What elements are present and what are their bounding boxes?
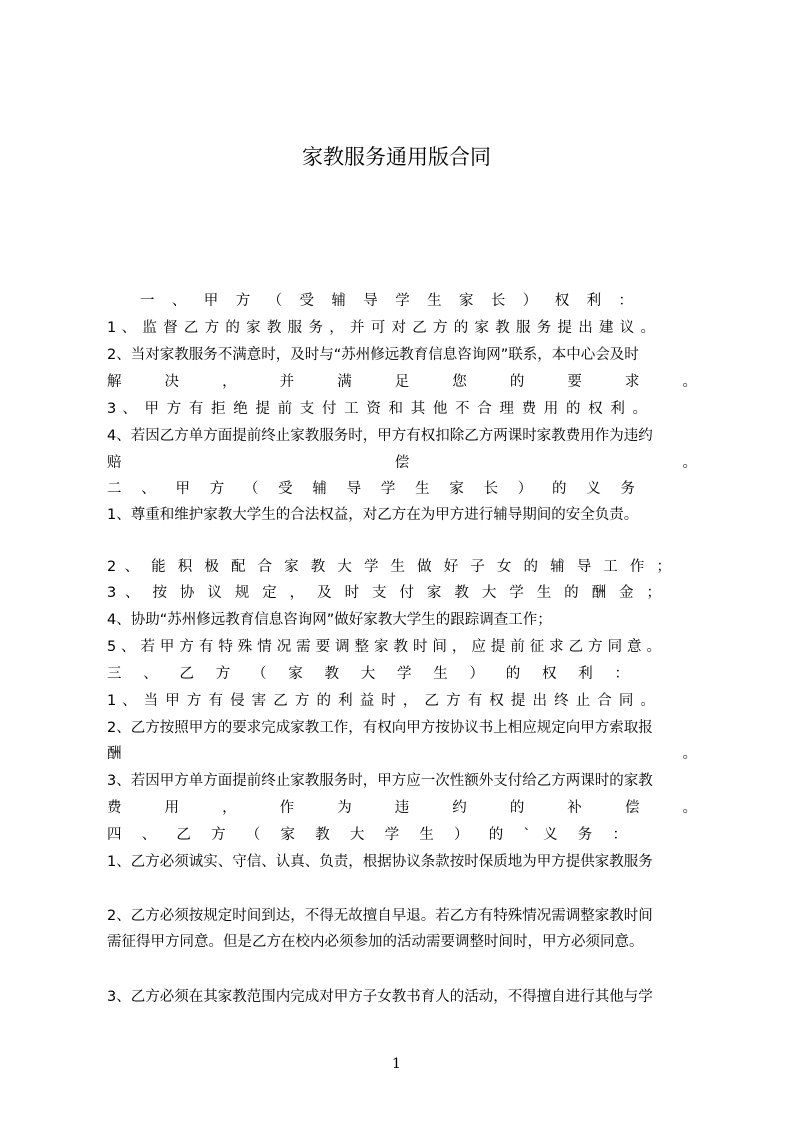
document-title: 家教服务通用版合同 — [302, 145, 491, 169]
section-heading-1: 一 、 甲 方 （ 受 辅 导 学 生 家 长 ） 权 利 ： — [140, 293, 633, 309]
section-heading-4: 四 、 乙 方 （ 家 教 大 学 生 ） 的 ` 义 务 ： — [107, 827, 627, 843]
text-line: 1、尊重和维护家教大学生的合法权益，对乙方在为甲方进行辅导期间的安全负责。 — [107, 507, 639, 523]
text-line: 3、若因甲方单方面提前终止家教服务时，甲方应一次性额外支付给乙方两课时的家教 — [107, 773, 653, 789]
text-line: 1 、 当 甲 方 有 侵 害 乙 方 的 利 益 时 ， 乙 方 有 权 提 出 终 止 合 同 。 — [107, 693, 655, 709]
text-line: 赔 偿 。 — [107, 455, 697, 471]
page-number: 1 — [392, 1056, 401, 1072]
text-line: 1、乙方必须诚实、守信、认真、负责，根据协议条款按时保质地为甲方提供家教服务 — [107, 854, 653, 870]
text-line: 5 、 若 甲 方 有 特 殊 情 况 需 要 调 整 家 教 时 间 ， 应 提 前 征 求 乙 方 同 意 。 — [107, 639, 661, 655]
text-line: 费 用 ， 作 为 违 约 的 补 偿 。 — [107, 800, 697, 816]
text-line: 4、协助“苏州修远教育信息咨询网”做好家教大学生的跟踪调查工作； — [107, 612, 552, 628]
text-line: 3、乙方必须在其家教范围内完成对甲方子女教书育人的活动，不得擅自进行其他与学 — [107, 989, 653, 1005]
text-line: 酬 。 — [107, 746, 697, 762]
section-heading-3: 三 、 乙 方 （ 家 教 大 学 生 ） 的 权 利 ： — [107, 666, 629, 682]
text-line: 解 决 ， 并 满 足 您 的 要 求 。 — [107, 374, 697, 390]
text-line: 1 、 监 督 乙 方 的 家 教 服 务 ， 并 可 对 乙 方 的 家 教 服 务 提 出 建 议 。 — [107, 320, 655, 336]
section-heading-2: 二 、 甲 方 （ 受 辅 导 学 生 家 长 ） 的 义 务 — [107, 481, 635, 497]
text-line: 需征得甲方同意。但是乙方在校内必须参加的活动需要调整时间时，甲方必须同意。 — [107, 934, 644, 950]
text-line: 3 、 按 协 议 规 定 ， 及 时 支 付 家 教 大 学 生 的 酬 金 ； — [107, 585, 661, 601]
text-line: 4、若因乙方单方面提前终止家教服务时，甲方有权扣除乙方两课时家教费用作为违约 — [107, 428, 653, 444]
text-line: 2、乙方必须按规定时间到达，不得无故擅自早退。若乙方有特殊情况需调整家教时间 — [107, 908, 653, 924]
text-line: 3 、 甲 方 有 拒 绝 提 前 支 付 工 资 和 其 他 不 合 理 费 用 的 权 利 。 — [107, 401, 647, 417]
text-line: 2、乙方按照甲方的要求完成家教工作，有权向甲方按协议书上相应规定向甲方索取报 — [107, 720, 653, 736]
text-line: 2、当对家教服务不满意时，及时与“苏州修远教育信息咨询网”联系，本中心会及时 — [107, 347, 639, 363]
text-line: 2 、 能 积 极 配 合 家 教 大 学 生 做 好 子 女 的 辅 导 工 作 ； — [107, 559, 671, 575]
